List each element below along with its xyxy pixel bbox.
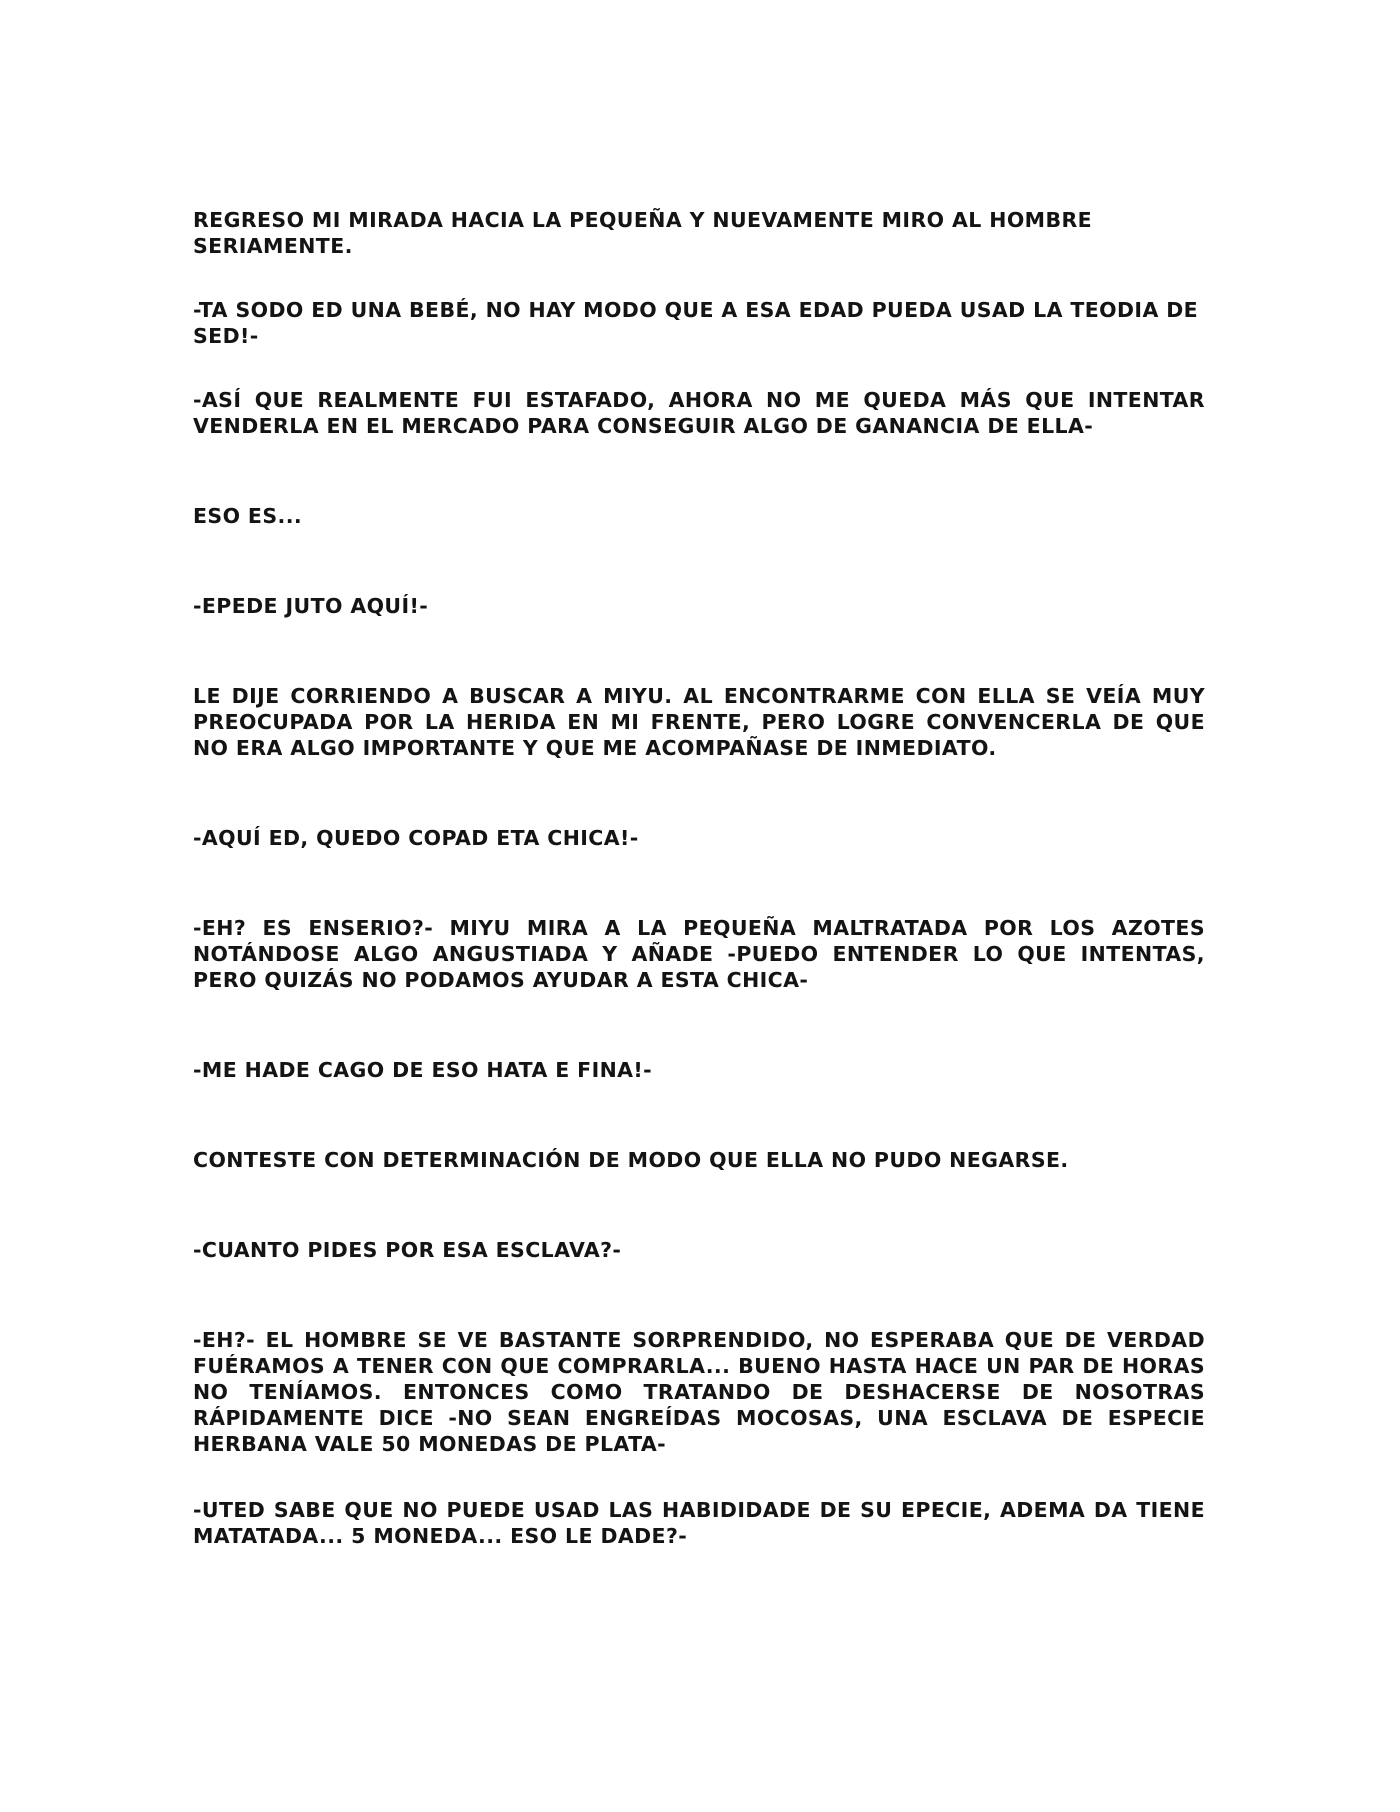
paragraph: -CUANTO PIDES POR ESA ESCLAVA?- bbox=[193, 1238, 622, 1262]
paragraph: -EPEDE JUTO AQUÍ!- bbox=[193, 594, 429, 618]
paragraph: -EH?- EL HOMBRE SE VE BASTANTE SORPRENDIDO, NO ESPERABA QUE DE VERDAD FUÉRAMOS A TENER CON QUE COMPRARLA... BUENO HASTA HACE UN PAR DE HORAS NO TENÍAMOS. ENTONCES COMO TRATANDO DE DESHACERSE DE NOSOTRAS RÁPIDAMENTE DICE -NO SEAN ENGREÍDAS MOCOSAS, UNA ESCLAVA DE ESPECIE HERBANA VALE 50 MONEDAS DE PLATA- bbox=[193, 1328, 1205, 1456]
paragraph: REGRESO MI MIRADA HACIA LA PEQUEÑA Y NUEVAMENTE MIRO AL HOMBRE SERIAMENTE. bbox=[193, 208, 1093, 258]
paragraph: -EH? ES ENSERIO?- MIYU MIRA A LA PEQUEÑA MALTRATADA POR LOS AZOTES NOTÁNDOSE ALGO ANGUSTIADA Y AÑADE -PUEDO ENTENDER LO QUE INTENTAS, PERO QUIZÁS NO PODAMOS AYUDAR A ESTA CHICA- bbox=[193, 916, 1205, 992]
paragraph: -UTED SABE QUE NO PUEDE USAD LAS HABIDIDADE DE SU EPECIE, ADEMA DA TIENE MATATADA... 5 MONEDA... ESO LE DADE?- bbox=[193, 1498, 1205, 1548]
paragraph: -ME HADE CAGO DE ESO HATA E FINA!- bbox=[193, 1058, 653, 1082]
paragraph: ESO ES... bbox=[193, 504, 303, 528]
paragraph: -TA SODO ED UNA BEBÉ, NO HAY MODO QUE A ESA EDAD PUEDA USAD LA TEODIA DE SED!- bbox=[193, 298, 1199, 348]
paragraph: -ASÍ QUE REALMENTE FUI ESTAFADO, AHORA NO ME QUEDA MÁS QUE INTENTAR VENDERLA EN EL MERCADO PARA CONSEGUIR ALGO DE GANANCIA DE ELLA- bbox=[193, 388, 1205, 438]
paragraph: -AQUÍ ED, QUEDO COPAD ETA CHICA!- bbox=[193, 826, 639, 850]
paragraph: CONTESTE CON DETERMINACIÓN DE MODO QUE ELLA NO PUDO NEGARSE. bbox=[193, 1148, 1069, 1172]
paragraph: LE DIJE CORRIENDO A BUSCAR A MIYU. AL ENCONTRARME CON ELLA SE VEÍA MUY PREOCUPADA POR LA HERIDA EN MI FRENTE, PERO LOGRE CONVENCERLA DE QUE NO ERA ALGO IMPORTANTE Y QUE ME ACOMPAÑASE DE INMEDIATO. bbox=[193, 684, 1205, 760]
